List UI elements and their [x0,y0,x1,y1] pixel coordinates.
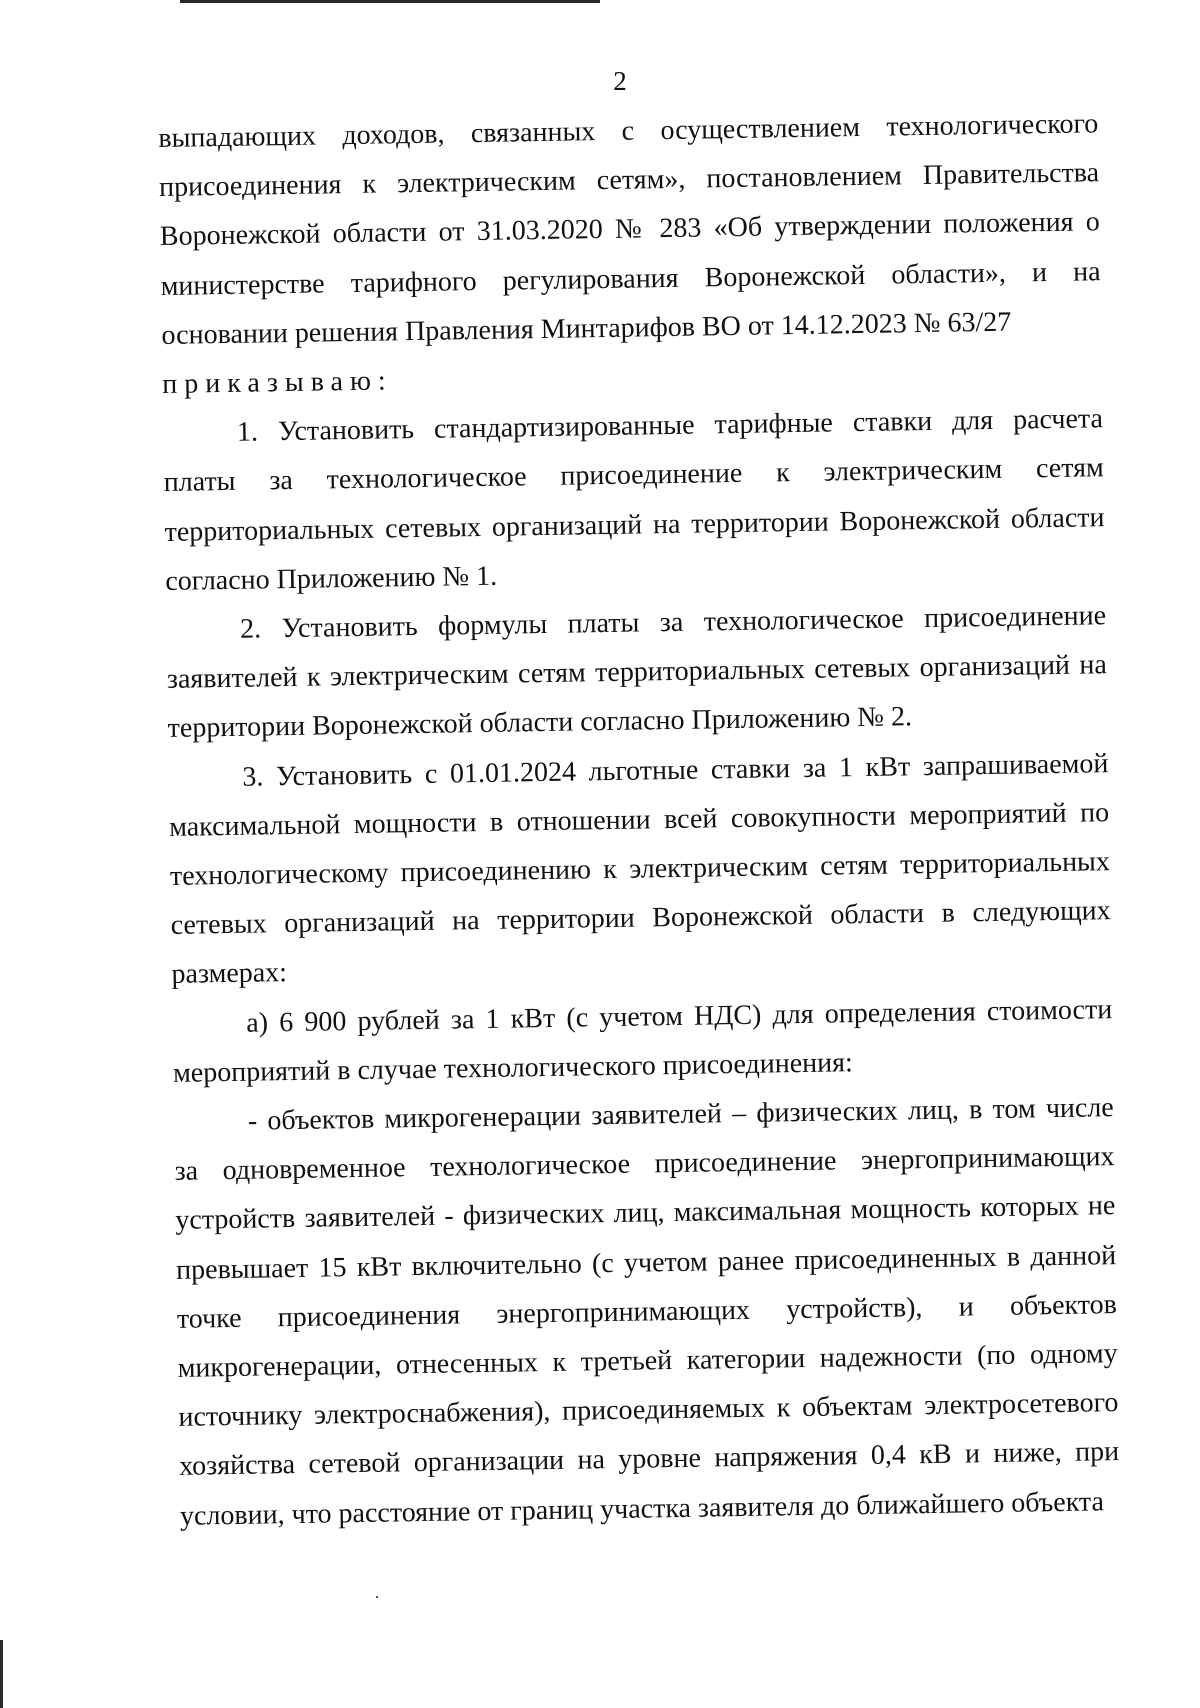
scan-edge-left [0,1640,3,1708]
paragraph-item-2: 2. Установить формулы платы за технологическое присоединение заявителей к электрическим сетям территориальных сетевых организаций на территории Воронежской области согласно Приложению № 2. [166,600,1108,745]
scan-speck [376,1596,378,1598]
paragraph-preamble: выпадающих доходов, связанных с осуществлением технологического присоединения к электрическим сетям», постановлением Правительства Воронежской области от 31.03.2020 № 283 «Об утверждении положения о министерстве тарифного регулирования Воронежской области», и на основании решения Правления Минтарифов ВО от 14.12.2023 № 63/27 [158,108,1101,351]
page-number: 2 [613,66,627,96]
paragraph-item-1: 1. Установить стандартизированные тарифные ставки для расчета платы за технологическое присоединение к электрическим сетям территориальных сетевых организаций на территории Воронежской области согласно Приложению № 1. [163,403,1105,597]
document-body [158,99,1120,1540]
paragraph-item-3: 3. Установить с 01.01.2024 льготные ставки за 1 кВт запрашиваемой максимальной мощности в отношении всей совокупности мероприятий по технологическому присоединению к электрическим сетям территориальных сетевых организаций на территории Воронежской области в следующих размерах: [168,747,1111,991]
scan-edge-top [180,0,600,3]
paragraph-bullet-microgeneration: - объектов микрогенерации заявителей – физических лиц, в том числе за одновременное технологическое присоединение энергопринимающих устройств заявителей - физических лиц, максимальная мощность которых не превышает 15 кВт включительно (с учетом ранее присоединенных в данной точке присоединения энергопринимающих устройств), и объектов микрогенерации, отнесенных к третьей категории надежности (по одному источнику электроснабжения), присоединяемых к объектам электросетевого хозяйства сетевой организации на уровне напряжения 0,4 кВ и ниже, при условии, что расстояние от границ участка заявителя до ближайшего объекта [174,1092,1120,1532]
paragraph-order-word: приказываю: [162,365,393,400]
paragraph-subitem-a: а) 6 900 рублей за 1 кВт (с учетом НДС) для определения стоимости мероприятий в случае технологического присоединения: [172,993,1113,1089]
